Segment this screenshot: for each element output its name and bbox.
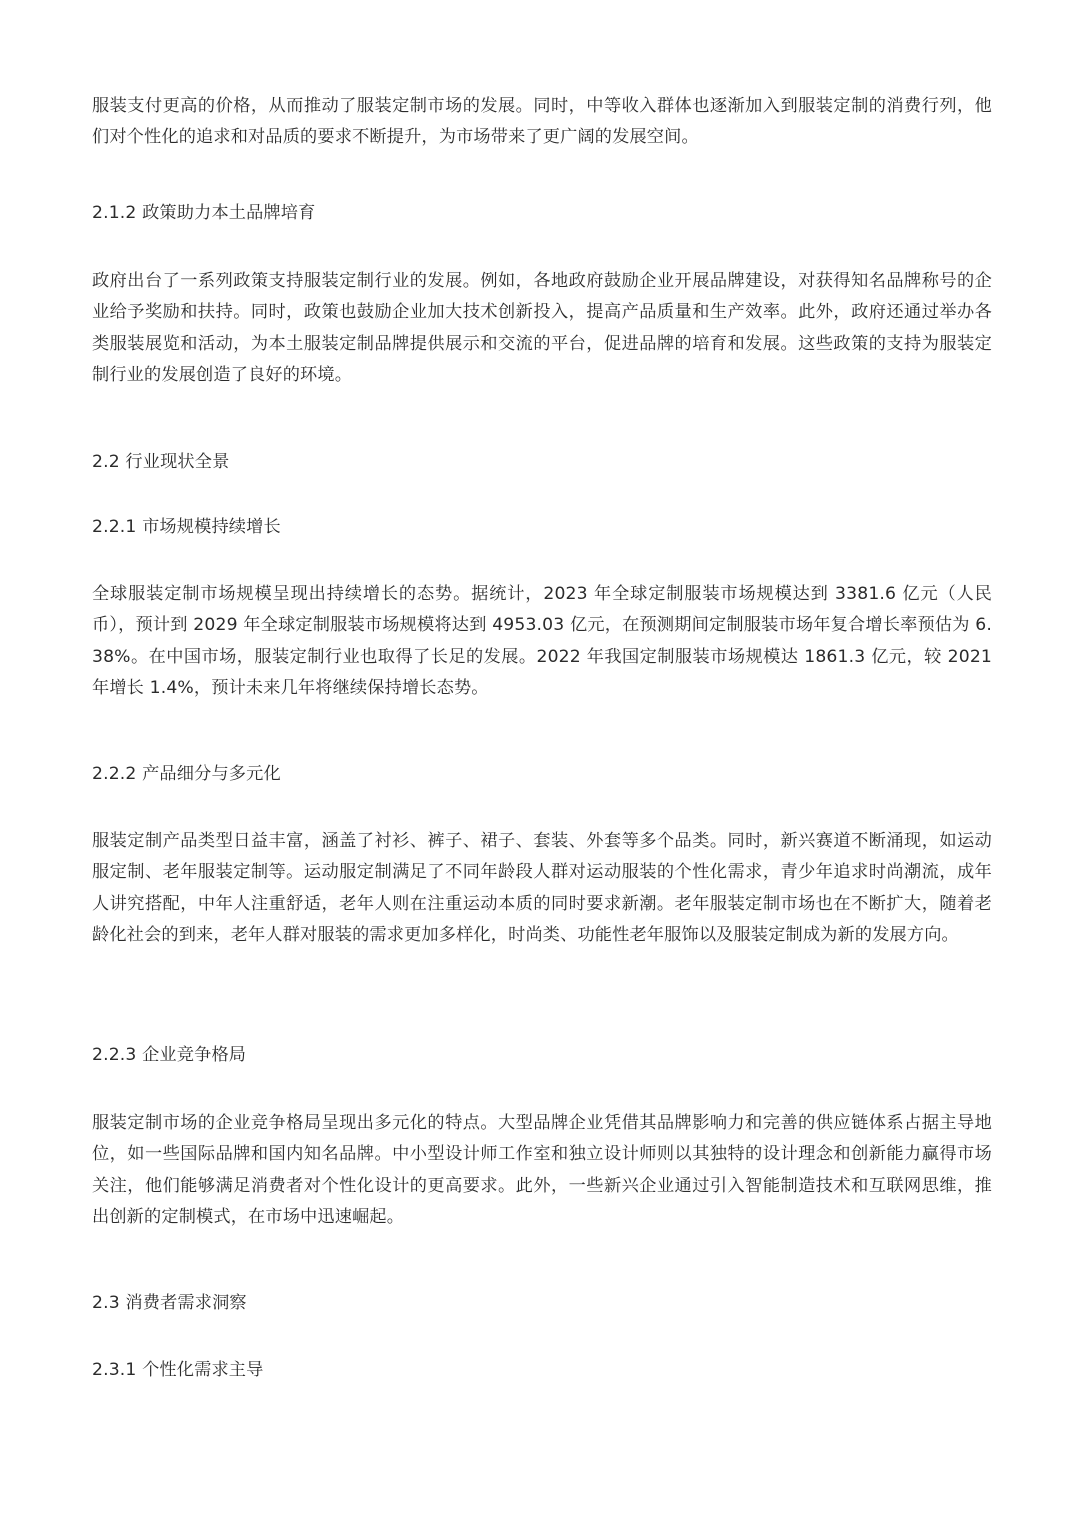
paragraph-2-2-1: 全球服装定制市场规模呈现出持续增长的态势。据统计，2023 年全球定制服装市场规模达到 3381.6 亿元（人民币），预计到 2029 年全球定制服装市场规模将达到 4953.03 亿元，在预测期间定制服装市场年复合增长率预估为 6.38%。在中国市场，服装定制行业也取得了长足的发展。2022 年我国定制服装市场规模达 1861.3 亿元，较 2021 年增长 1.4%，预计未来几年将继续保持增长态势。 (92, 584, 992, 698)
heading-2-2-2: 2.2.2 产品细分与多元化 (92, 764, 281, 784)
heading-2-1-2: 2.1.2 政策助力本土品牌培育 (92, 203, 316, 223)
paragraph-2-2-3: 服装定制市场的企业竞争格局呈现出多元化的特点。大型品牌企业凭借其品牌影响力和完善的供应链体系占据主导地位，如一些国际品牌和国内知名品牌。中小型设计师工作室和独立设计师则以其独特的设计理念和创新能力赢得市场关注，他们能够满足消费者对个性化设计的更高要求。此外，一些新兴企业通过引入智能制造技术和互联网思维，推出创新的定制模式，在市场中迅速崛起。 (92, 1113, 992, 1227)
intro-paragraph: 服装支付更高的价格，从而推动了服装定制市场的发展。同时，中等收入群体也逐渐加入到服装定制的消费行列，他们对个性化的追求和对品质的要求不断提升，为市场带来了更广阔的发展空间。 (92, 96, 992, 148)
heading-2-2: 2.2 行业现状全景 (92, 452, 230, 472)
heading-2-2-3: 2.2.3 企业竞争格局 (92, 1045, 247, 1065)
heading-2-3-1: 2.3.1 个性化需求主导 (92, 1360, 264, 1380)
heading-2-3: 2.3 消费者需求洞察 (92, 1293, 247, 1313)
paragraph-2-1-2: 政府出台了一系列政策支持服装定制行业的发展。例如，各地政府鼓励企业开展品牌建设，对获得知名品牌称号的企业给予奖励和扶持。同时，政策也鼓励企业加大技术创新投入，提高产品质量和生产效率。此外，政府还通过举办各类服装展览和活动，为本土服装定制品牌提供展示和交流的平台，促进品牌的培育和发展。这些政策的支持为服装定制行业的发展创造了良好的环境。 (92, 271, 992, 385)
heading-2-2-1: 2.2.1 市场规模持续增长 (92, 517, 281, 537)
paragraph-2-2-2: 服装定制产品类型日益丰富，涵盖了衬衫、裤子、裙子、套装、外套等多个品类。同时，新兴赛道不断涌现，如运动服定制、老年服装定制等。运动服定制满足了不同年龄段人群对运动服装的个性化需求，青少年追求时尚潮流，成年人讲究搭配，中年人注重舒适，老年人则在注重运动本质的同时要求新潮。老年服装定制市场也在不断扩大，随着老龄化社会的到来，老年人群对服装的需求更加多样化，时尚类、功能性老年服饰以及服装定制成为新的发展方向。 (92, 831, 992, 945)
